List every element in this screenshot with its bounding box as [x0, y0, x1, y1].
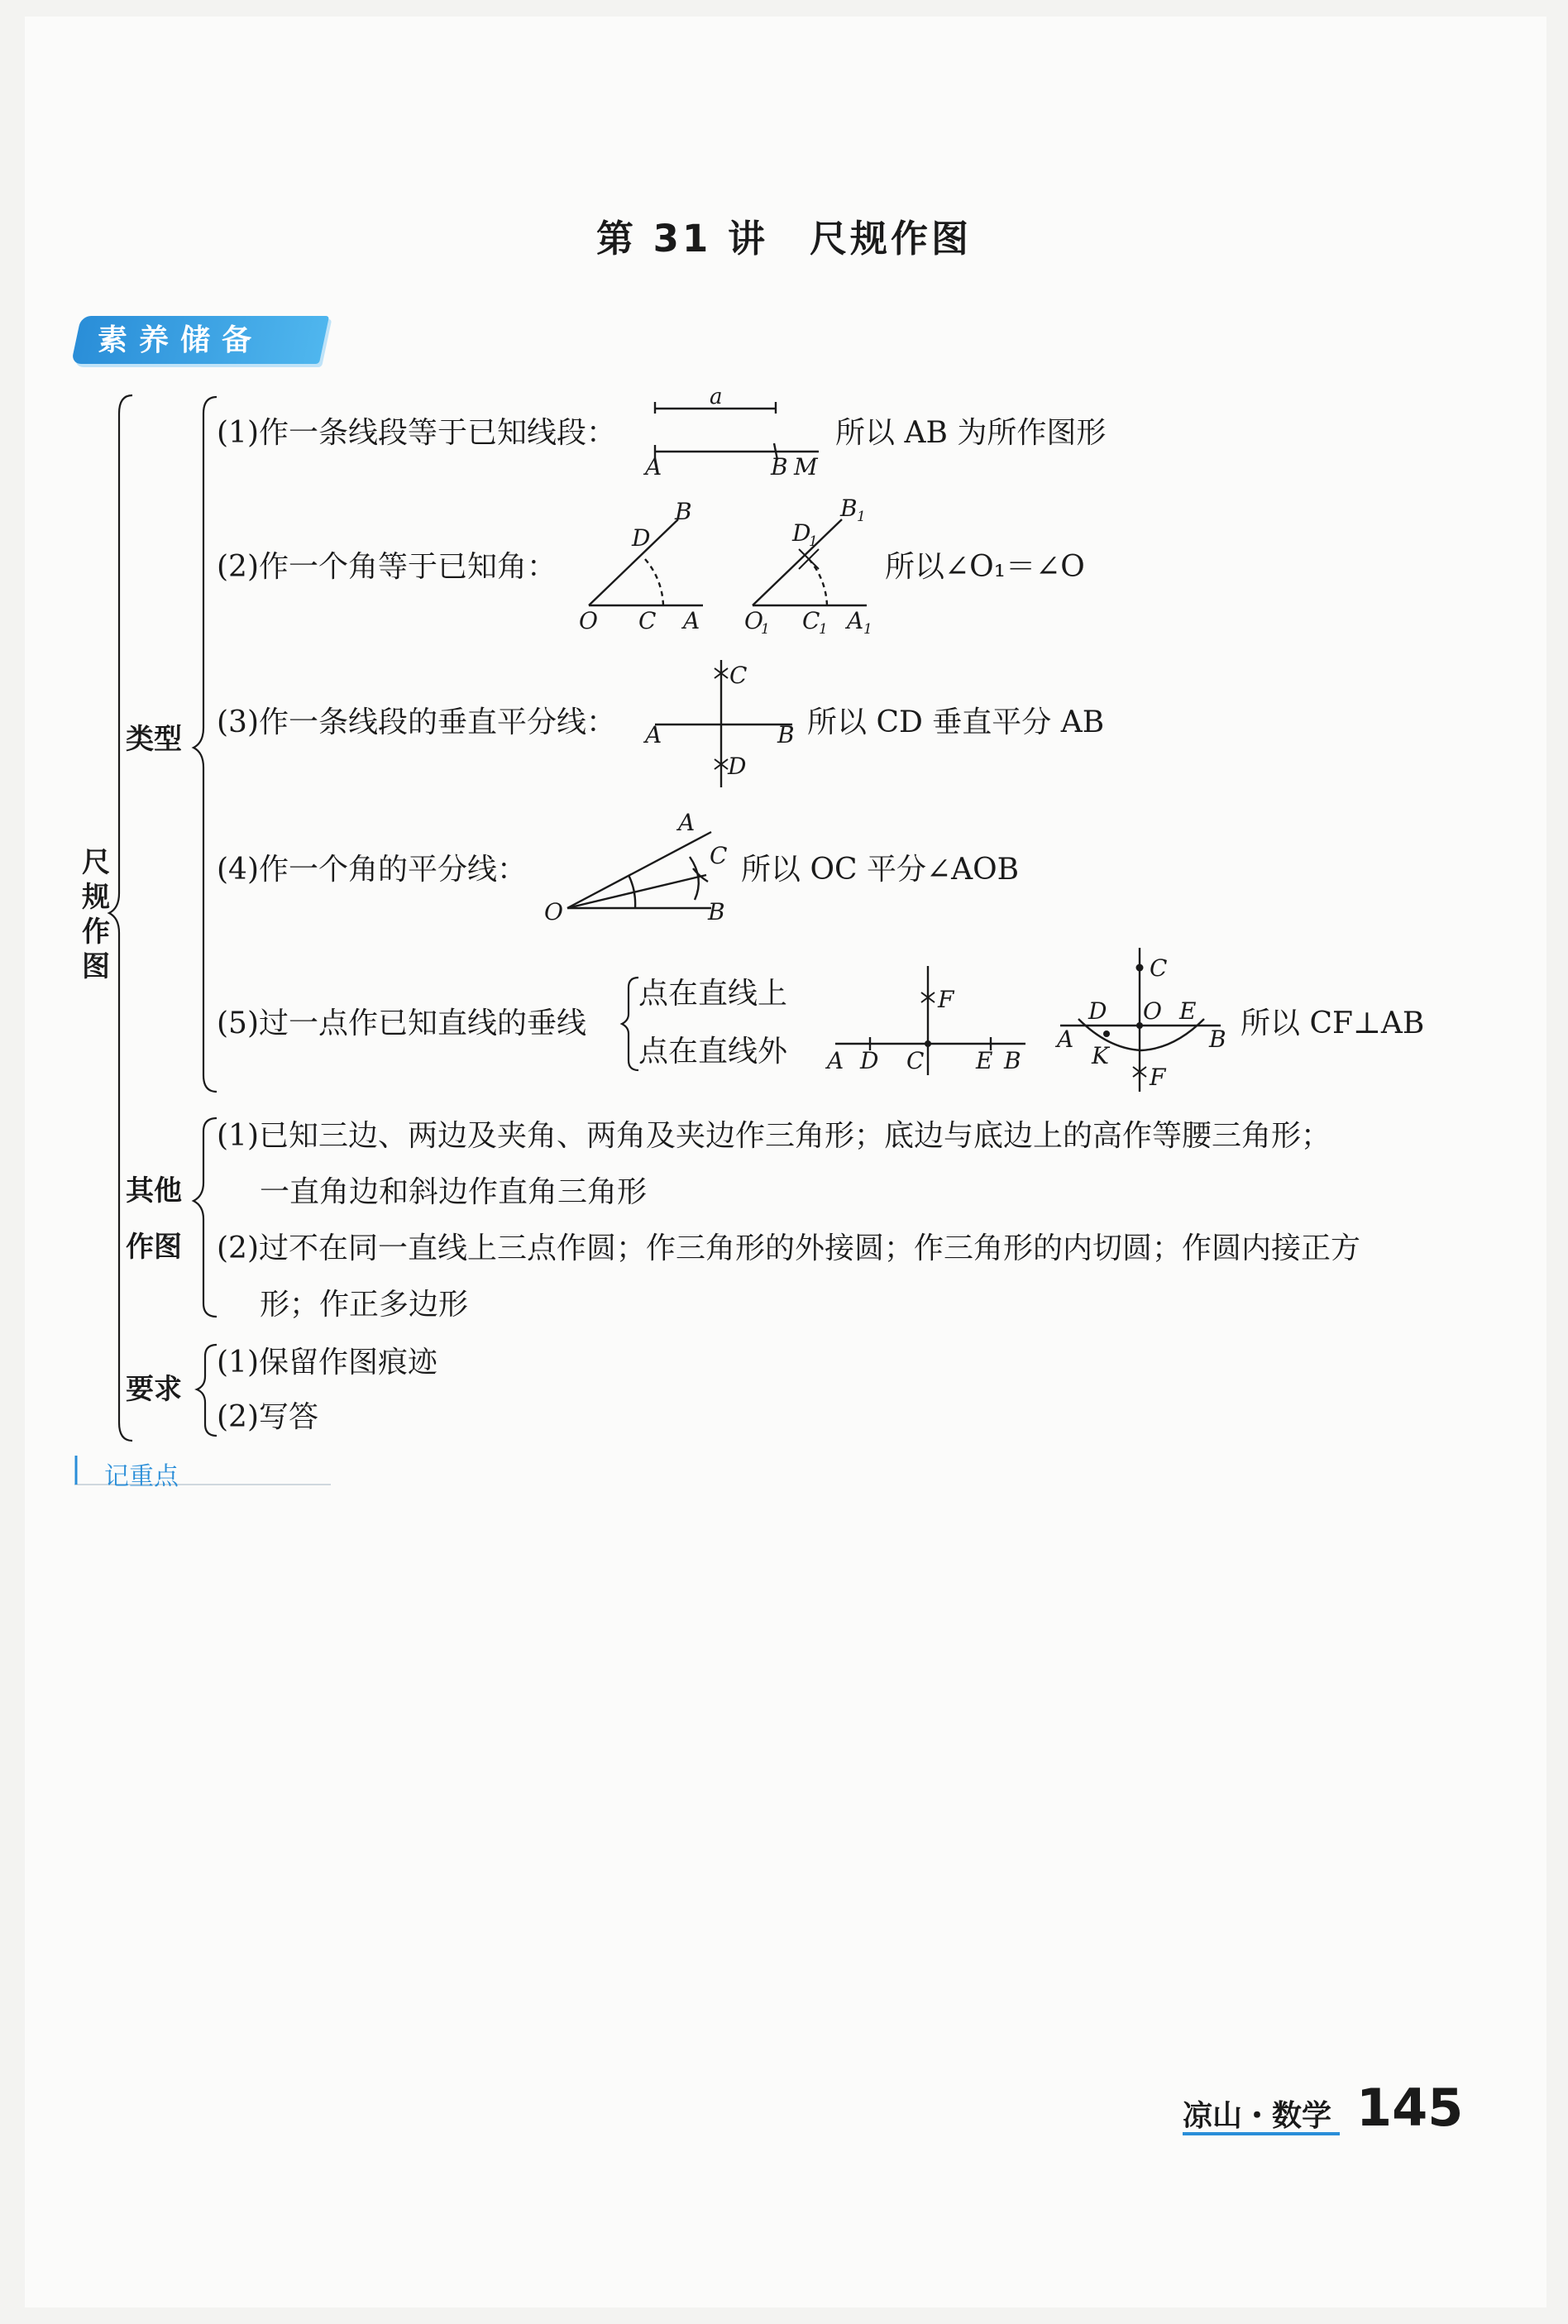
other-line-2: 一直角边和斜边作直角三角形 — [260, 1175, 648, 1209]
fig3-label-B: B — [777, 721, 795, 748]
fig5b-label-A: A — [1057, 1026, 1074, 1053]
type-item-5-case-off-line: 点在直线外 — [638, 1035, 788, 1069]
fig3-label-D: D — [728, 753, 747, 780]
fig5b-label-O: O — [1143, 997, 1162, 1025]
fig5b-label-D: D — [1088, 997, 1107, 1025]
other-line-3: (2)过不在同一直线上三点作圆；作三角形的外接圆；作三角形的内切圆；作圆内接正方 — [217, 1231, 1360, 1265]
type-item-2: (2)作一个角等于已知角： — [217, 550, 557, 584]
fig2-angle-copy — [589, 519, 867, 605]
fig2-label-B1: B — [840, 495, 858, 522]
fig5a-label-C: C — [906, 1047, 925, 1074]
fig2-sub-D1: 1 — [809, 533, 818, 550]
fig5b-label-E: E — [1179, 997, 1197, 1025]
fig2-sub-C1: 1 — [819, 621, 828, 638]
fig1-segment-copy — [655, 402, 819, 460]
fig5a-label-F: F — [938, 986, 954, 1013]
fig4-angle-bisector — [567, 832, 711, 908]
fig4-label-B: B — [708, 898, 725, 925]
fig5b-label-C: C — [1150, 954, 1168, 982]
fig1-label-a: a — [710, 385, 723, 409]
fig2-label-A: A — [683, 607, 700, 634]
types-label: 类型 — [126, 723, 182, 756]
fig4-label-A: A — [678, 809, 696, 836]
fig5b-label-B: B — [1209, 1026, 1226, 1053]
fig2-sub-A1: 1 — [863, 621, 872, 638]
fig2-label-O: O — [579, 607, 598, 634]
type-item-3: (3)作一条线段的垂直平分线： — [217, 705, 616, 739]
type-item-4: (4)作一个角的平分线： — [217, 853, 527, 887]
type-item-1: (1)作一条线段等于已知线段： — [217, 416, 616, 450]
type-item-5: (5)过一点作已知直线的垂线 — [217, 1007, 586, 1040]
page-number: 145 — [1356, 2078, 1464, 2138]
fig5a-label-B: B — [1004, 1047, 1021, 1074]
fig2-label-C: C — [638, 607, 657, 634]
fig2-label-B: B — [675, 498, 692, 525]
fig4-label-C: C — [710, 842, 728, 869]
fig2-sub-B1: 1 — [857, 509, 866, 525]
fig3-label-C: C — [729, 662, 748, 689]
root-label: 尺规作图 — [82, 846, 110, 983]
requirement-1: (1)保留作图痕迹 — [217, 1346, 437, 1380]
fig5a-label-A: A — [827, 1047, 844, 1074]
fig4-label-O: O — [544, 898, 563, 925]
fig5a-label-D: D — [860, 1047, 879, 1074]
fig2-label-C1: C — [802, 607, 820, 634]
requirements-label: 要求 — [126, 1373, 182, 1406]
requirement-2: (2)写答 — [217, 1400, 318, 1434]
type-item-3-result: 所以 CD 垂直平分 AB — [807, 705, 1105, 739]
fig1-label-A: A — [645, 453, 662, 481]
fig1-label-M: M — [794, 453, 818, 481]
type-item-2-result: 所以∠O₁＝∠O — [885, 550, 1085, 584]
page-title: 第 31 讲 尺规作图 — [596, 217, 972, 261]
fig2-label-D: D — [632, 524, 651, 552]
fig1-label-B: B — [771, 453, 788, 481]
type-item-1-result: 所以 AB 为所作图形 — [835, 416, 1107, 450]
fig3-label-A: A — [645, 721, 662, 748]
fig3-perpendicular-bisector — [655, 660, 792, 787]
fig2-label-D1: D — [792, 519, 811, 547]
footer-subject: 凉山・数学 — [1183, 2099, 1332, 2133]
type-item-4-result: 所以 OC 平分∠AOB — [741, 853, 1020, 887]
type-item-5-result: 所以 CF⊥AB — [1241, 1007, 1425, 1040]
other-line-4: 形；作正多边形 — [260, 1288, 469, 1322]
fig5b-label-F: F — [1150, 1064, 1166, 1091]
fig2-label-A1: A — [847, 607, 864, 634]
notes-label: 记重点 — [104, 1462, 179, 1491]
other-label-line2: 作图 — [126, 1231, 182, 1264]
section-banner-label: 素养储备 — [98, 323, 264, 357]
other-label-line1: 其他 — [126, 1174, 182, 1207]
fig2-sub-O1: 1 — [761, 621, 770, 638]
type-item-5-case-on-line: 点在直线上 — [638, 977, 788, 1011]
other-line-1: (1)已知三边、两边及夹角、两角及夹边作三角形；底边与底边上的高作等腰三角形； — [217, 1119, 1331, 1153]
fig5a-label-E: E — [976, 1047, 993, 1074]
fig2-label-O1: O — [744, 607, 763, 634]
fig5b-label-K: K — [1092, 1042, 1109, 1069]
